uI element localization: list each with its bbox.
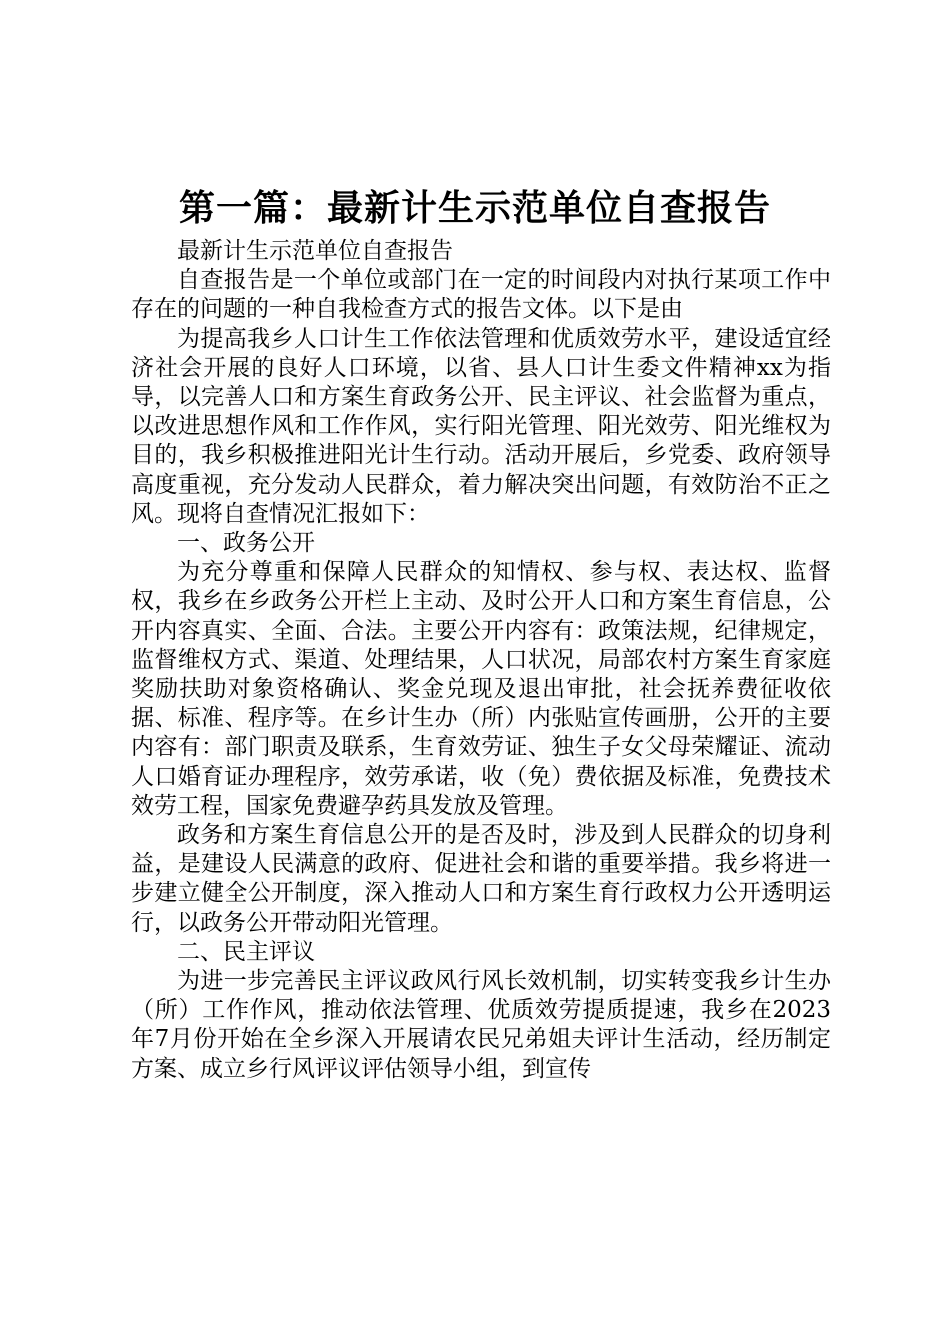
- paragraph-subtitle: 最新计生示范单位自查报告: [177, 238, 453, 264]
- document-body: [131, 237, 831, 1084]
- document-title: 第一篇：最新计生示范单位自查报告: [178, 187, 771, 229]
- paragraph-intro: 自查报告是一个单位或部门在一定的时间段内对执行某项工作中存在的问题的一种自我检查方式的报告文体。以下是由: [131, 267, 831, 323]
- paragraph-public-affairs-summary: 政务和方案生育信息公开的是否及时，涉及到人民群众的切身利益，是建设人民满意的政府、促进社会和谐的重要举措。我乡将进一步建立健全公开制度，深入推动人口和方案生育行政权力公开透明运行，以政务公开带动阳光管理。: [131, 822, 831, 936]
- paragraph-democratic-review-content: 为进一步完善民主评议政风行风长效机制，切实转变我乡计生办（所）工作作风，推动依法管理、优质效劳提质提速，我乡在2023年7月份开始在全乡深入开展请农民兄弟姐夫评计生活动，经历制定方案、成立乡行风评议评估领导小组，到宣传: [131, 968, 831, 1082]
- section-heading-democratic-review: 二、民主评议: [177, 938, 315, 965]
- paragraph-overview: 为提高我乡人口计生工作依法管理和优质效劳水平，建设适宜经济社会开展的良好人口环境，以省、县人口计生委文件精神xx为指导，以完善人口和方案生育政务公开、民主评议、社会监督为重点，以改进思想作风和工作作风，实行阳光管理、阳光效劳、阳光维权为目的，我乡积极推进阳光计生行动。活动开展后，乡党委、政府领导高度重视，充分发动人民群众，着力解决突出问题，有效防治不正之风。现将自查情况汇报如下：: [131, 325, 831, 527]
- section-heading-public-affairs: 一、政务公开: [177, 530, 315, 557]
- paragraph-public-affairs-content: 为充分尊重和保障人民群众的知情权、参与权、表达权、监督权，我乡在乡政务公开栏上主动、及时公开人口和方案生育信息，公开内容真实、全面、合法。主要公开内容有：政策法规，纪律规定，监督维权方式、渠道、处理结果，人口状况，局部农村方案生育家庭奖励扶助对象资格确认、奖金兑现及退出审批，社会抚养费征收依据、标准、程序等。在乡计生办（所）内张贴宣传画册，公开的主要内容有：部门职责及联系，生育效劳证、独生子女父母荣耀证、流动人口婚育证办理程序，效劳承诺，收（免）费依据及标准，免费技术效劳工程，国家免费避孕药具发放及管理。: [131, 559, 831, 819]
